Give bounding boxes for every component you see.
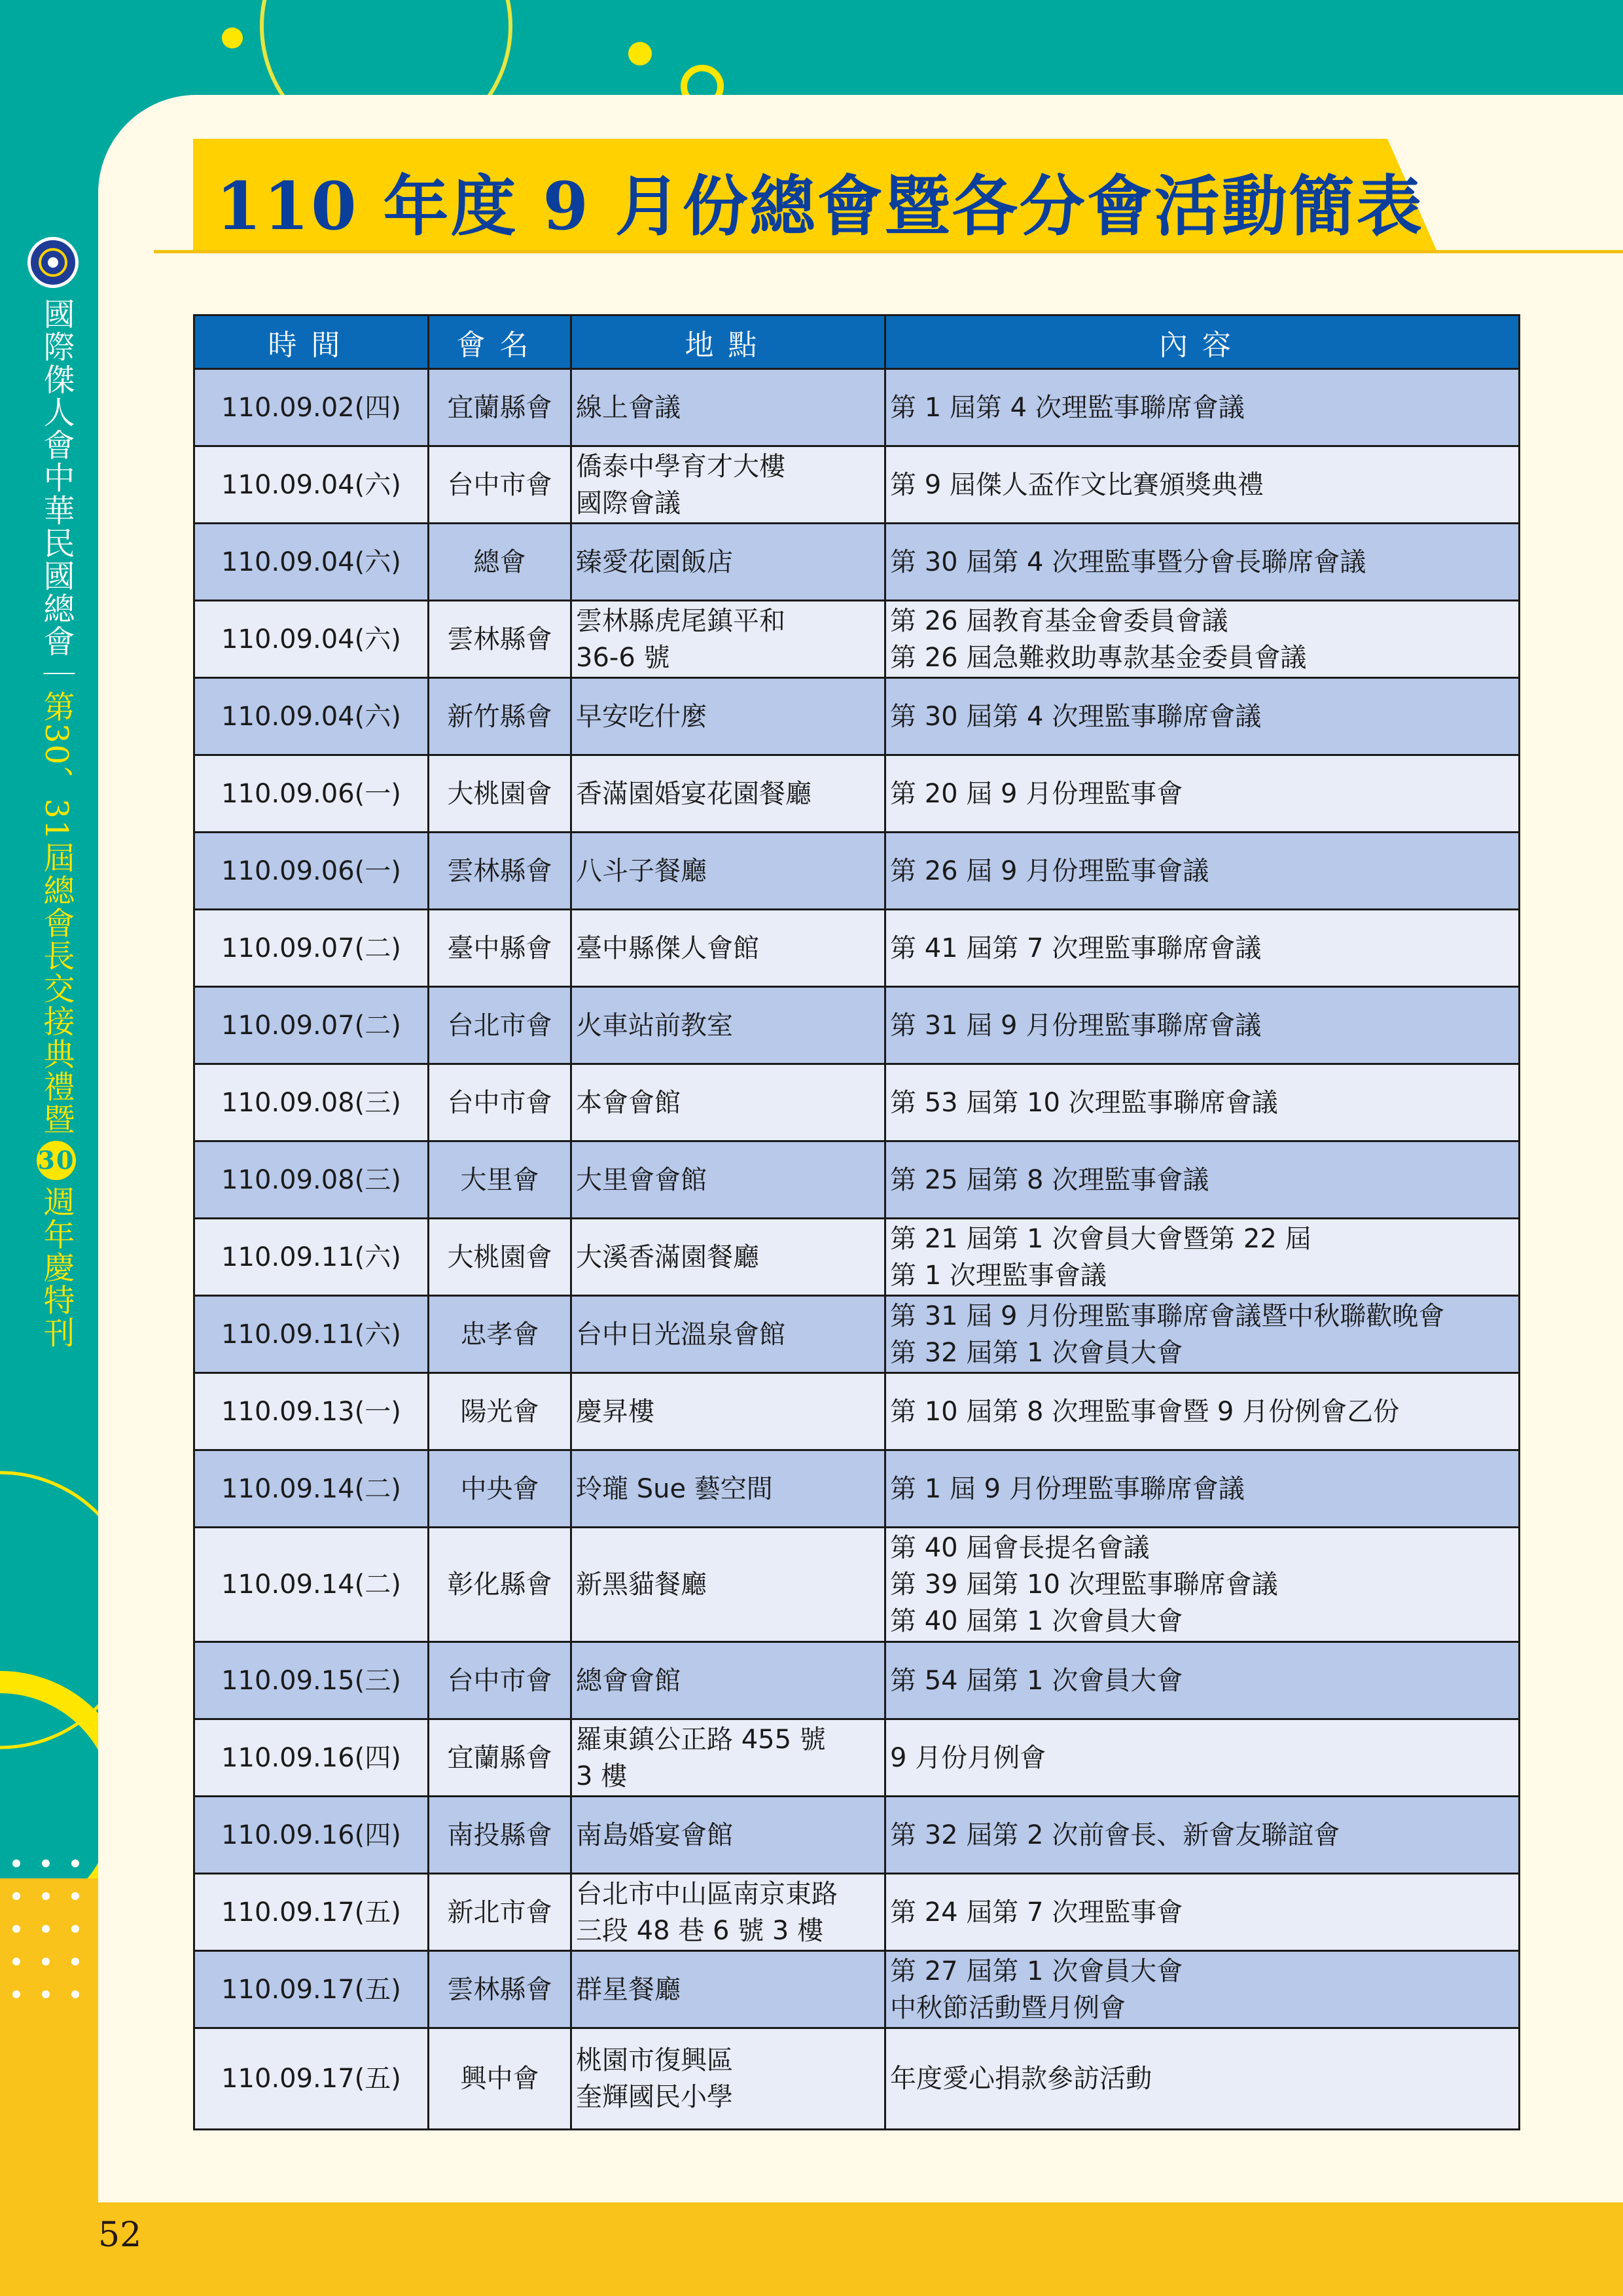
page-number: 52 [98,2215,142,2255]
place-line: 3 樓 [576,1761,628,1791]
table-row [194,1141,1520,1219]
cell-date: 110.09.17(五) [194,1874,429,1951]
cell-place [571,1719,885,1797]
table-row [194,1219,1520,1296]
table-row [194,446,1520,524]
cell-org: 台中市會 [429,1064,571,1141]
cell-date: 110.09.14(二) [194,1528,429,1642]
table-row [194,1642,1520,1719]
cell-date: 110.09.13(一) [194,1373,429,1450]
content-line: 年度愛心捐款參訪活動 [890,2064,1152,2094]
cell-place [571,1296,885,1373]
deco-dot-2 [628,42,652,65]
content-line: 第 40 屆第 1 次會員大會 [890,1606,1183,1636]
content-line: 第 24 屆第 7 次理監事會 [890,1897,1183,1928]
content-line: 第 30 屆第 4 次理監事聯席會議 [890,701,1262,732]
cell-org: 台中市會 [429,1642,571,1719]
cell-date: 110.09.08(三) [194,1141,429,1219]
cell-org: 新北市會 [429,1874,571,1951]
content-line: 第 26 屆 9 月份理監事會議 [890,855,1209,886]
cell-date: 110.09.11(六) [194,1296,429,1373]
place-line: 台北市中山區南京東路 [576,1878,838,1909]
content-line: 第 30 屆第 4 次理監事暨分會長聯席會議 [890,547,1366,577]
table-row [194,1373,1520,1450]
cell-content [885,2028,1520,2130]
content-line: 第 32 屆第 1 次會員大會 [890,1337,1183,1368]
cell-date: 110.09.15(三) [194,1642,429,1719]
cell-date: 110.09.04(六) [194,446,429,524]
content-line: 第 27 屆第 1 次會員大會 [890,1956,1183,1986]
content-line: 第 9 屆傑人盃作文比賽頒獎典禮 [890,469,1264,500]
anniversary-badge: 30 [37,1141,76,1180]
place-line: 新黑貓餐廳 [576,1570,707,1600]
cell-content [885,755,1520,833]
header-org: 會名 [429,315,571,369]
cell-date: 110.09.04(六) [194,678,429,755]
table-row [194,1797,1520,1874]
content-line: 第 1 屆 9 月份理監事聯席會議 [890,1473,1245,1504]
content-line: 第 1 屆第 4 次理監事聯席會議 [890,392,1245,423]
cell-place [571,910,885,987]
side-title-part2: 第30、31屆總會長交接典禮暨 [38,691,75,1136]
content-line: 第 10 屆第 8 次理監事會暨 9 月份例會乙份 [890,1396,1400,1427]
side-title-part1: 國際傑人會中華民國總會｜ [38,298,75,691]
cell-content [885,1219,1520,1296]
cell-org: 宜蘭縣會 [429,369,571,446]
place-line: 雲林縣虎尾鎮平和 [576,605,785,636]
content-line: 第 39 屆第 10 次理監事聯席會議 [890,1570,1278,1600]
cell-org: 雲林縣會 [429,1951,571,2028]
cell-org: 陽光會 [429,1373,571,1450]
cell-content [885,1064,1520,1141]
content-line: 第 31 屆 9 月份理監事聯席會議暨中秋聯歡晚會 [890,1300,1445,1331]
cell-place [571,1874,885,1951]
cell-content [885,524,1520,601]
place-line: 玲瓏 Sue 藝空間 [576,1473,773,1504]
cell-org: 台北市會 [429,987,571,1064]
table-row [194,1064,1520,1141]
header-time: 時間 [194,315,429,369]
table-row [194,2028,1520,2130]
cell-place [571,755,885,833]
content-line: 第 41 屆第 7 次理監事聯席會議 [890,933,1262,963]
content-line: 第 26 屆急難救助專款基金委員會議 [890,642,1307,673]
cell-date: 110.09.06(一) [194,755,429,833]
content-line: 第 54 屆第 1 次會員大會 [890,1665,1183,1696]
content-line: 第 32 屆第 2 次前會長、新會友聯誼會 [890,1820,1340,1850]
table-row [194,1874,1520,1951]
cell-date: 110.09.16(四) [194,1719,429,1797]
cell-content [885,1951,1520,2028]
cell-content [885,1450,1520,1528]
cell-place [571,1528,885,1642]
cell-place [571,601,885,678]
place-line: 大溪香滿園餐廳 [576,1242,759,1272]
cell-org: 忠孝會 [429,1296,571,1373]
cell-content [885,987,1520,1064]
deco-dot-grid [7,1856,92,2006]
place-line: 臺中縣傑人會館 [576,933,759,963]
place-line: 台中日光溫泉會館 [576,1319,785,1350]
place-line: 桃園市復興區 [576,2045,733,2075]
content-line: 第 20 屆 9 月份理監事會 [890,778,1183,809]
cell-place [571,1642,885,1719]
place-line: 國際會議 [576,488,681,518]
cell-date: 110.09.17(五) [194,2028,429,2130]
cell-content [885,446,1520,524]
cell-org: 彰化縣會 [429,1528,571,1642]
cell-content [885,1797,1520,1874]
content-line: 第 25 屆第 8 次理監事會議 [890,1164,1209,1195]
cell-org: 大里會 [429,1141,571,1219]
table-row [194,601,1520,678]
cell-org: 宜蘭縣會 [429,1719,571,1797]
place-line: 總會會館 [576,1665,681,1696]
side-vertical-title [33,298,80,1349]
cell-date: 110.09.17(五) [194,1951,429,2028]
cell-date: 110.09.07(二) [194,910,429,987]
cell-date: 110.09.07(二) [194,987,429,1064]
content-line: 第 21 屆第 1 次會員大會暨第 22 屆 [890,1223,1311,1254]
cell-place [571,1064,885,1141]
cell-org: 總會 [429,524,571,601]
cell-date: 110.09.06(一) [194,833,429,910]
cell-content [885,833,1520,910]
place-line: 本會會館 [576,1087,681,1118]
cell-content [885,1141,1520,1219]
place-line: 36-6 號 [576,642,670,673]
content-line: 第 40 屆會長提名會議 [890,1533,1150,1563]
activity-table [193,314,1520,2130]
header-content: 內容 [885,315,1520,369]
table-row [194,833,1520,910]
side-title-part3: 週年慶特刊 [38,1185,75,1350]
place-line: 香滿園婚宴花園餐廳 [576,778,812,809]
cell-content [885,1528,1520,1642]
cell-date: 110.09.02(四) [194,369,429,446]
content-line: 第 1 次理監事會議 [890,1260,1107,1291]
cell-place [571,678,885,755]
table-row [194,1951,1520,2028]
cell-place [571,1951,885,2028]
cell-org: 興中會 [429,2028,571,2130]
cell-org: 雲林縣會 [429,601,571,678]
table-row [194,1719,1520,1797]
cell-content [885,369,1520,446]
cell-org: 雲林縣會 [429,833,571,910]
cell-place [571,987,885,1064]
content-line: 第 26 屆教育基金會委員會議 [890,605,1228,636]
cell-date: 110.09.11(六) [194,1219,429,1296]
header-place: 地點 [571,315,885,369]
cell-content [885,1874,1520,1951]
table-row [194,755,1520,833]
place-line: 南島婚宴會館 [576,1820,733,1850]
cell-place [571,1797,885,1874]
place-line: 大里會會館 [576,1164,707,1195]
cell-org: 中央會 [429,1450,571,1528]
table-row [194,1528,1520,1642]
cell-place [571,524,885,601]
deco-dot-1 [222,27,243,48]
cell-org: 新竹縣會 [429,678,571,755]
content-line: 第 31 屆 9 月份理監事聯席會議 [890,1010,1262,1041]
table-row [194,1450,1520,1528]
place-line: 三段 48 巷 6 號 3 樓 [576,1915,824,1946]
cell-content [885,601,1520,678]
cell-org: 大桃園會 [429,1219,571,1296]
table-row [194,1296,1520,1373]
place-line: 僑泰中學育才大樓 [576,451,785,482]
place-line: 八斗子餐廳 [576,855,707,886]
place-line: 線上會議 [576,392,681,423]
cell-date: 110.09.04(六) [194,524,429,601]
cell-place [571,1141,885,1219]
cell-content [885,910,1520,987]
cell-date: 110.09.14(二) [194,1450,429,1528]
cell-place [571,833,885,910]
table-row [194,987,1520,1064]
place-line: 奎輝國民小學 [576,2082,733,2112]
cell-place [571,1219,885,1296]
table-header-row [194,315,1520,369]
cell-content [885,1642,1520,1719]
cell-date: 110.09.08(三) [194,1064,429,1141]
table-row [194,524,1520,601]
table-row [194,678,1520,755]
place-line: 早安吃什麼 [576,701,707,732]
cell-org: 台中市會 [429,446,571,524]
place-line: 羅東鎮公正路 455 號 [576,1724,826,1755]
content-line: 9 月份月例會 [890,1742,1046,1773]
cell-place [571,1373,885,1450]
place-line: 慶昇樓 [576,1396,654,1427]
content-line: 中秋節活動暨月例會 [890,1992,1126,2023]
cell-place [571,369,885,446]
cell-place [571,1450,885,1528]
cell-org: 大桃園會 [429,755,571,833]
page-title: 110 年度 9 月份總會暨各分會活動簡表 [216,168,1424,245]
cell-place [571,2028,885,2130]
association-logo-icon [27,237,79,288]
cell-content [885,678,1520,755]
place-line: 群星餐廳 [576,1974,681,2005]
cell-content [885,1373,1520,1450]
cell-org: 南投縣會 [429,1797,571,1874]
cell-content [885,1719,1520,1797]
place-line: 臻愛花園飯店 [576,547,733,577]
cell-date: 110.09.16(四) [194,1797,429,1874]
cell-org: 臺中縣會 [429,910,571,987]
table-body [194,369,1520,2130]
cell-date: 110.09.04(六) [194,601,429,678]
table-row [194,369,1520,446]
place-line: 火車站前教室 [576,1010,733,1041]
content-line: 第 53 屆第 10 次理監事聯席會議 [890,1087,1278,1118]
cell-place [571,446,885,524]
cell-content [885,1296,1520,1373]
table-row [194,910,1520,987]
